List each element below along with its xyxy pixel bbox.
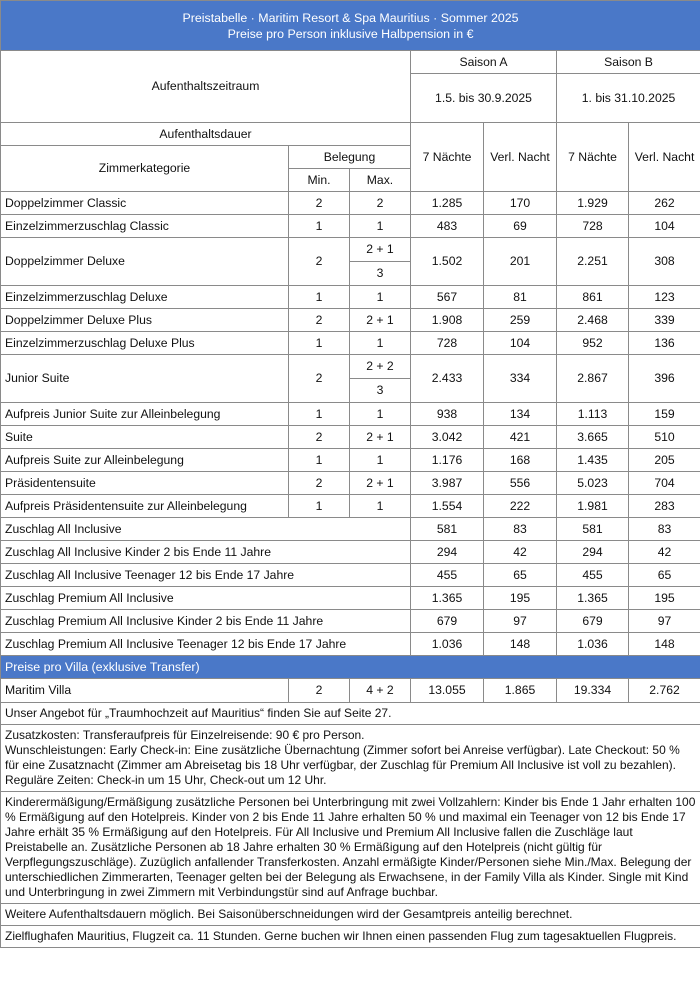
price-7-naechte-a: 581 bbox=[411, 518, 484, 541]
price-verl-nacht-a: 556 bbox=[484, 472, 557, 495]
belegung-max: 1 bbox=[350, 332, 411, 355]
price-7-naechte-b: 19.334 bbox=[557, 679, 629, 703]
header-aufenthaltsdauer: Aufenthaltsdauer bbox=[1, 123, 411, 146]
room-name: Aufpreis Junior Suite zur Alleinbelegung bbox=[1, 403, 289, 426]
price-7-naechte-b: 581 bbox=[557, 518, 629, 541]
supplement-name: Zuschlag All Inclusive Teenager 12 bis Ende 17 Jahre bbox=[1, 564, 411, 587]
price-verl-nacht-a: 65 bbox=[484, 564, 557, 587]
room-name: Einzelzimmerzuschlag Deluxe Plus bbox=[1, 332, 289, 355]
supplement-row bbox=[1, 587, 700, 610]
price-7-naechte-a: 3.987 bbox=[411, 472, 484, 495]
header-dates-a: 1.5. bis 30.9.2025 bbox=[411, 74, 557, 123]
belegung-max: 1 bbox=[350, 495, 411, 518]
price-verl-nacht-b: 97 bbox=[629, 610, 700, 633]
belegung-min: 2 bbox=[289, 355, 350, 403]
price-verl-nacht-a: 81 bbox=[484, 286, 557, 309]
price-verl-nacht-b: 83 bbox=[629, 518, 700, 541]
belegung-max: 2 bbox=[350, 192, 411, 215]
note-text: Weitere Aufenthaltsdauern möglich. Bei Saisonüberschneidungen wird der Gesamtpreis anteilig berechnet. bbox=[1, 904, 700, 926]
price-verl-nacht-b: 2.762 bbox=[629, 679, 700, 703]
price-7-naechte-b: 1.113 bbox=[557, 403, 629, 426]
note-row bbox=[1, 792, 700, 904]
note-row bbox=[1, 703, 700, 725]
price-7-naechte-b: 2.468 bbox=[557, 309, 629, 332]
table-row bbox=[1, 286, 700, 309]
header-belegung: Belegung bbox=[289, 146, 411, 169]
price-7-naechte-b: 455 bbox=[557, 564, 629, 587]
table-row bbox=[1, 192, 700, 215]
price-verl-nacht-b: 65 bbox=[629, 564, 700, 587]
belegung-max: 1 bbox=[350, 286, 411, 309]
belegung-min: 1 bbox=[289, 332, 350, 355]
table-row bbox=[1, 426, 700, 449]
table-row bbox=[1, 449, 700, 472]
price-verl-nacht-b: 195 bbox=[629, 587, 700, 610]
price-verl-nacht-a: 334 bbox=[484, 355, 557, 403]
belegung-min: 1 bbox=[289, 215, 350, 238]
belegung-max: 1 bbox=[350, 403, 411, 426]
note-text: Zielflughafen Mauritius, Flugzeit ca. 11 Stunden. Gerne buchen wir Ihnen einen passenden Flug zum tagesaktuellen Flugpreis. bbox=[1, 926, 700, 948]
price-verl-nacht-a: 168 bbox=[484, 449, 557, 472]
price-7-naechte-a: 455 bbox=[411, 564, 484, 587]
price-7-naechte-b: 679 bbox=[557, 610, 629, 633]
belegung-min: 1 bbox=[289, 286, 350, 309]
belegung-min: 2 bbox=[289, 679, 350, 703]
price-7-naechte-b: 1.365 bbox=[557, 587, 629, 610]
header-7-naechte-a: 7 Nächte bbox=[411, 123, 484, 192]
price-7-naechte-a: 1.554 bbox=[411, 495, 484, 518]
belegung-min: 2 bbox=[289, 238, 350, 286]
price-7-naechte-a: 679 bbox=[411, 610, 484, 633]
price-7-naechte-b: 5.023 bbox=[557, 472, 629, 495]
price-7-naechte-b: 952 bbox=[557, 332, 629, 355]
belegung-min: 1 bbox=[289, 449, 350, 472]
supplement-name: Zuschlag Premium All Inclusive bbox=[1, 587, 411, 610]
belegung-min: 2 bbox=[289, 472, 350, 495]
note-row bbox=[1, 926, 700, 948]
price-verl-nacht-b: 42 bbox=[629, 541, 700, 564]
price-verl-nacht-b: 262 bbox=[629, 192, 700, 215]
belegung-min: 1 bbox=[289, 495, 350, 518]
price-7-naechte-a: 728 bbox=[411, 332, 484, 355]
price-verl-nacht-b: 136 bbox=[629, 332, 700, 355]
price-7-naechte-a: 483 bbox=[411, 215, 484, 238]
belegung-max-alt: 3 bbox=[350, 262, 411, 286]
note-row bbox=[1, 904, 700, 926]
belegung-max: 2 + 1 bbox=[350, 309, 411, 332]
price-verl-nacht-a: 148 bbox=[484, 633, 557, 656]
price-7-naechte-a: 3.042 bbox=[411, 426, 484, 449]
price-verl-nacht-b: 308 bbox=[629, 238, 700, 286]
price-7-naechte-b: 3.665 bbox=[557, 426, 629, 449]
price-verl-nacht-b: 283 bbox=[629, 495, 700, 518]
title-line-2: Preise pro Person inklusive Halbpension in € bbox=[227, 26, 474, 41]
price-7-naechte-b: 728 bbox=[557, 215, 629, 238]
price-verl-nacht-a: 1.865 bbox=[484, 679, 557, 703]
note-row bbox=[1, 725, 700, 792]
villa-section-title: Preise pro Villa (exklusive Transfer) bbox=[1, 656, 700, 679]
table-row bbox=[1, 309, 700, 332]
price-verl-nacht-a: 421 bbox=[484, 426, 557, 449]
table-row bbox=[1, 495, 700, 518]
price-verl-nacht-a: 97 bbox=[484, 610, 557, 633]
price-verl-nacht-b: 159 bbox=[629, 403, 700, 426]
room-name: Doppelzimmer Classic bbox=[1, 192, 289, 215]
price-verl-nacht-a: 104 bbox=[484, 332, 557, 355]
room-name: Aufpreis Präsidentensuite zur Alleinbelegung bbox=[1, 495, 289, 518]
price-verl-nacht-a: 170 bbox=[484, 192, 557, 215]
belegung-max-alt: 3 bbox=[350, 379, 411, 403]
header-max: Max. bbox=[350, 169, 411, 192]
belegung-max: 1 bbox=[350, 215, 411, 238]
header-dates-b: 1. bis 31.10.2025 bbox=[557, 74, 700, 123]
note-text: Kinderermäßigung/Ermäßigung zusätzliche Personen bei Unterbringung mit zwei Vollzahlern: Kinder bis Ende 1 Jahr erhalten 100 % Ermäßigung auf den Hotelpreis. Kinder von 2 bis Ende 11 Jahre erhalten 50 % und maximal ein Teenager von 12 bis Ende 17 Jahre erhält 35 % Ermäßigung auf den Hotelpreis. Für All Inclusive und Premium All Inclusive fallen die Zuschläge laut Preistabelle an. Zusätzliche Personen ab 18 Jahre erhalten 30 % Ermäßigung auf den Hotelpreis (nicht gültig für Verpflegungszuschläge). Zuzüglich anfallender Transferkosten. Anzahl ermäßigte Kinder/Personen siehe Min./Max. Belegung der unterschiedlichen Zimmerarten, Teenager gelten bei der Belegung als Erwachsene, in der Family Villa als Kinder. Single mit Kind und Unterbringung in zwei Zimmern mit Verbindungstür sind auf Anfrage buchbar. bbox=[1, 792, 700, 904]
supplement-row bbox=[1, 610, 700, 633]
header-saison-a: Saison A bbox=[411, 51, 557, 74]
price-7-naechte-b: 1.036 bbox=[557, 633, 629, 656]
supplement-name: Zuschlag Premium All Inclusive Teenager 12 bis Ende 17 Jahre bbox=[1, 633, 411, 656]
price-7-naechte-a: 1.908 bbox=[411, 309, 484, 332]
table-row bbox=[1, 472, 700, 495]
villa-section-row bbox=[1, 656, 700, 679]
price-verl-nacht-a: 222 bbox=[484, 495, 557, 518]
price-verl-nacht-b: 396 bbox=[629, 355, 700, 403]
supplement-name: Zuschlag Premium All Inclusive Kinder 2 bis Ende 11 Jahre bbox=[1, 610, 411, 633]
price-verl-nacht-b: 510 bbox=[629, 426, 700, 449]
supplement-row bbox=[1, 564, 700, 587]
price-7-naechte-a: 13.055 bbox=[411, 679, 484, 703]
villa-name: Maritim Villa bbox=[1, 679, 289, 703]
villa-row bbox=[1, 679, 700, 703]
price-7-naechte-a: 294 bbox=[411, 541, 484, 564]
price-7-naechte-b: 861 bbox=[557, 286, 629, 309]
title-line-1: Preistabelle · Maritim Resort & Spa Mauritius · Sommer 2025 bbox=[182, 10, 519, 25]
header-zimmerkategorie: Zimmerkategorie bbox=[1, 146, 289, 192]
supplement-row bbox=[1, 541, 700, 564]
header-aufenthaltszeitraum: Aufenthaltszeitraum bbox=[1, 51, 411, 123]
table-row bbox=[1, 215, 700, 238]
price-verl-nacht-b: 205 bbox=[629, 449, 700, 472]
price-7-naechte-a: 1.365 bbox=[411, 587, 484, 610]
header-7-naechte-b: 7 Nächte bbox=[557, 123, 629, 192]
belegung-min: 2 bbox=[289, 309, 350, 332]
price-verl-nacht-b: 339 bbox=[629, 309, 700, 332]
price-verl-nacht-a: 42 bbox=[484, 541, 557, 564]
price-verl-nacht-b: 123 bbox=[629, 286, 700, 309]
belegung-max: 1 bbox=[350, 449, 411, 472]
price-7-naechte-b: 2.867 bbox=[557, 355, 629, 403]
table-row bbox=[1, 355, 700, 379]
price-verl-nacht-a: 201 bbox=[484, 238, 557, 286]
room-name: Doppelzimmer Deluxe bbox=[1, 238, 289, 286]
price-7-naechte-a: 938 bbox=[411, 403, 484, 426]
header-saison-b: Saison B bbox=[557, 51, 700, 74]
price-7-naechte-b: 1.981 bbox=[557, 495, 629, 518]
price-verl-nacht-a: 134 bbox=[484, 403, 557, 426]
price-verl-nacht-a: 259 bbox=[484, 309, 557, 332]
belegung-min: 2 bbox=[289, 192, 350, 215]
table-row bbox=[1, 403, 700, 426]
table-row bbox=[1, 332, 700, 355]
room-name: Einzelzimmerzuschlag Classic bbox=[1, 215, 289, 238]
supplement-name: Zuschlag All Inclusive bbox=[1, 518, 411, 541]
price-verl-nacht-a: 195 bbox=[484, 587, 557, 610]
header-min: Min. bbox=[289, 169, 350, 192]
price-7-naechte-a: 1.176 bbox=[411, 449, 484, 472]
price-verl-nacht-b: 704 bbox=[629, 472, 700, 495]
belegung-max: 2 + 1 bbox=[350, 238, 411, 262]
table-title bbox=[1, 1, 700, 51]
price-verl-nacht-b: 104 bbox=[629, 215, 700, 238]
price-verl-nacht-a: 83 bbox=[484, 518, 557, 541]
note-text: Unser Angebot für „Traumhochzeit auf Mauritius“ finden Sie auf Seite 27. bbox=[1, 703, 700, 725]
price-verl-nacht-a: 69 bbox=[484, 215, 557, 238]
header-verl-nacht-a: Verl. Nacht bbox=[484, 123, 557, 192]
price-7-naechte-b: 2.251 bbox=[557, 238, 629, 286]
belegung-min: 2 bbox=[289, 426, 350, 449]
belegung-max: 2 + 1 bbox=[350, 426, 411, 449]
note-text: Zusatzkosten: Transferaufpreis für Einzelreisende: 90 € pro Person. Wunschleistungen: Early Check-in: Eine zusätzliche Übernachtung (Zimmer sofort bei Anreise verfügbar). Late Checkout: 50 % für eine Zusatznacht (Zimmer am Abreisetag bis 18 Uhr verfügbar, der Zuschlag für Premium All Inclusive ist voll zu bezahlen). Reguläre Zeiten: Check-in um 15 Uhr, Check-out um 12 Uhr. bbox=[1, 725, 700, 792]
room-name: Suite bbox=[1, 426, 289, 449]
supplement-row bbox=[1, 633, 700, 656]
room-name: Aufpreis Suite zur Alleinbelegung bbox=[1, 449, 289, 472]
belegung-max: 4 + 2 bbox=[350, 679, 411, 703]
belegung-max: 2 + 1 bbox=[350, 472, 411, 495]
belegung-min: 1 bbox=[289, 403, 350, 426]
price-7-naechte-b: 294 bbox=[557, 541, 629, 564]
room-name: Doppelzimmer Deluxe Plus bbox=[1, 309, 289, 332]
supplement-name: Zuschlag All Inclusive Kinder 2 bis Ende 11 Jahre bbox=[1, 541, 411, 564]
supplement-row bbox=[1, 518, 700, 541]
price-verl-nacht-b: 148 bbox=[629, 633, 700, 656]
belegung-max: 2 + 2 bbox=[350, 355, 411, 379]
room-name: Präsidentensuite bbox=[1, 472, 289, 495]
price-7-naechte-a: 1.502 bbox=[411, 238, 484, 286]
price-7-naechte-a: 1.036 bbox=[411, 633, 484, 656]
price-7-naechte-a: 567 bbox=[411, 286, 484, 309]
table-row bbox=[1, 238, 700, 262]
price-7-naechte-a: 1.285 bbox=[411, 192, 484, 215]
room-name: Einzelzimmerzuschlag Deluxe bbox=[1, 286, 289, 309]
price-7-naechte-b: 1.929 bbox=[557, 192, 629, 215]
price-7-naechte-a: 2.433 bbox=[411, 355, 484, 403]
room-name: Junior Suite bbox=[1, 355, 289, 403]
header-verl-nacht-b: Verl. Nacht bbox=[629, 123, 700, 192]
price-7-naechte-b: 1.435 bbox=[557, 449, 629, 472]
